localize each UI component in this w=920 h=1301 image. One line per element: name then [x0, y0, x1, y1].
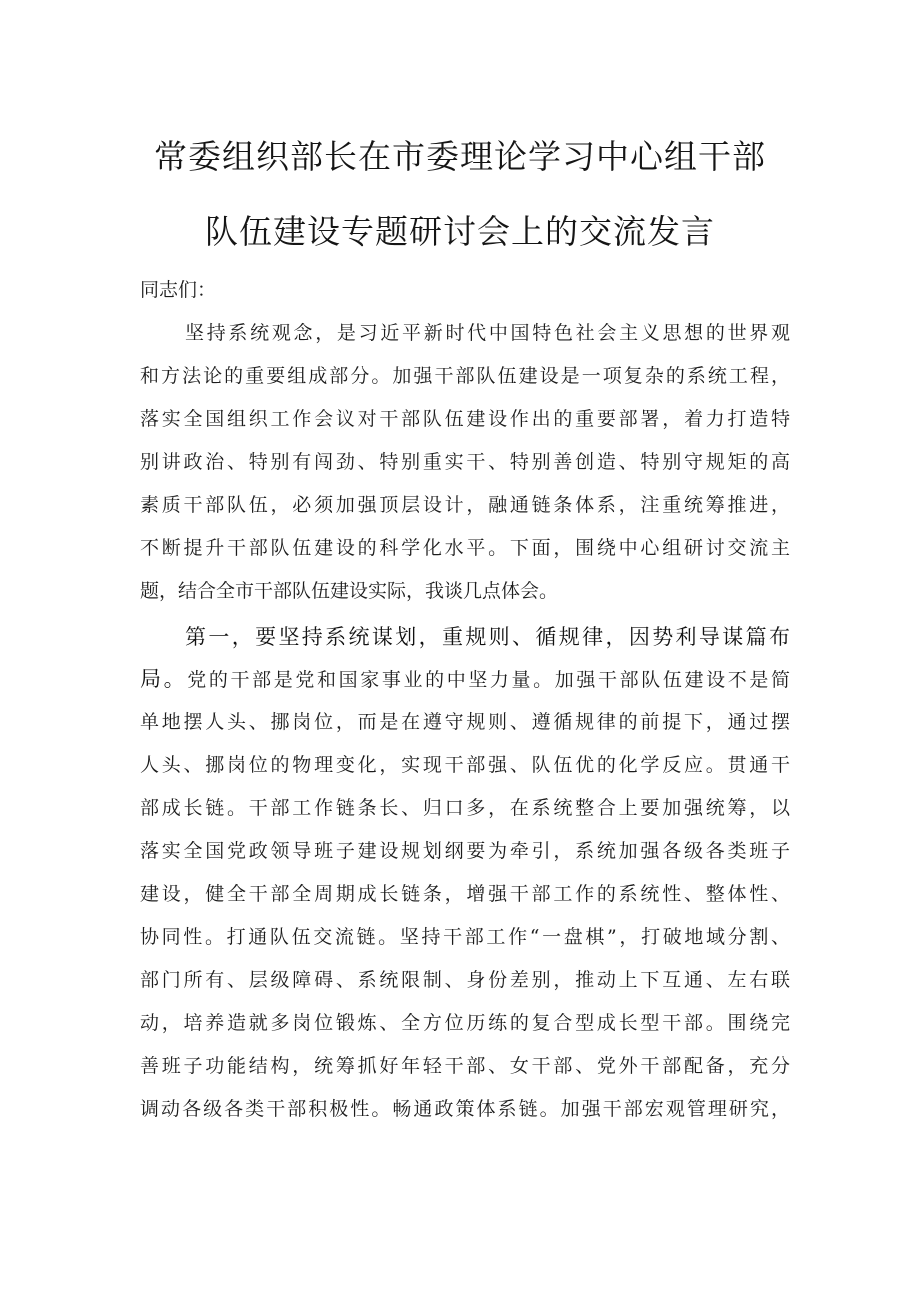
intro-line: 落实全国组织工作会议对干部队伍建设作出的重要部署，着力打造特 — [140, 408, 790, 430]
document-title-line-2: 队伍建设专题研讨会上的交流发言 — [205, 212, 715, 251]
section-1-line: 调动各级各类干部积极性。畅通政策体系链。加强干部宏观管理研究， — [140, 1098, 790, 1120]
section-1-line: 协同性。打通队伍交流链。坚持干部工作“一盘棋”，打破地域分割、 — [140, 926, 790, 948]
greeting: 同志们： — [140, 279, 217, 301]
section-1-line: 部成长链。干部工作链条长、归口多，在系统整合上要加强统筹，以 — [140, 797, 790, 819]
section-1-line: 动，培养造就多岗位锻炼、全方位历练的复合型成长型干部。围绕完 — [140, 1012, 790, 1034]
section-1-line: 善班子功能结构，统筹抓好年轻干部、女干部、党外干部配备，充分 — [140, 1055, 790, 1077]
intro-line: 素质干部队伍，必须加强顶层设计，融通链条体系，注重统筹推进， — [140, 494, 790, 516]
intro-line: 和方法论的重要组成部分。加强干部队伍建设是一项复杂的系统工程， — [140, 365, 790, 387]
section-1-line: 人头、挪岗位的物理变化，实现干部强、队伍优的化学反应。贯通干 — [140, 754, 790, 776]
intro-line: 题，结合全市干部队伍建设实际，我谈几点体会。 — [140, 580, 559, 602]
intro-line: 坚持系统观念，是习近平新时代中国特色社会主义思想的世界观 — [185, 322, 790, 344]
section-1-line: 部门所有、层级障碍、系统限制、身份差别，推动上下互通、左右联 — [140, 969, 790, 991]
section-1-line: 落实全国党政领导班子建设规划纲要为牵引，系统加强各级各类班子 — [140, 840, 790, 862]
section-1-line: 建设，健全干部全周期成长链条，增强干部工作的系统性、整体性、 — [140, 883, 790, 905]
section-1-line: 单地摆人头、挪岗位，而是在遵守规则、遵循规律的前提下，通过摆 — [140, 711, 790, 733]
intro-line: 别讲政治、特别有闯劲、特别重实干、特别善创造、特别守规矩的高 — [140, 451, 790, 473]
section-1-text-start: 党的干部是党和国家事业的中坚力量。加强干部队伍建设不是简 — [187, 669, 790, 691]
section-1-heading-end: 局。 — [140, 667, 188, 691]
document-title-line-1: 常委组织部长在市委理论学习中心组干部 — [154, 137, 766, 176]
intro-line: 不断提升干部队伍建设的科学化水平。下面，围绕中心组研讨交流主 — [140, 537, 790, 559]
section-1-heading: 第一，要坚持系统谋划，重规则、循规律，因势利导谋篇布 — [185, 625, 790, 649]
section-1-line-mixed — [140, 659, 790, 699]
